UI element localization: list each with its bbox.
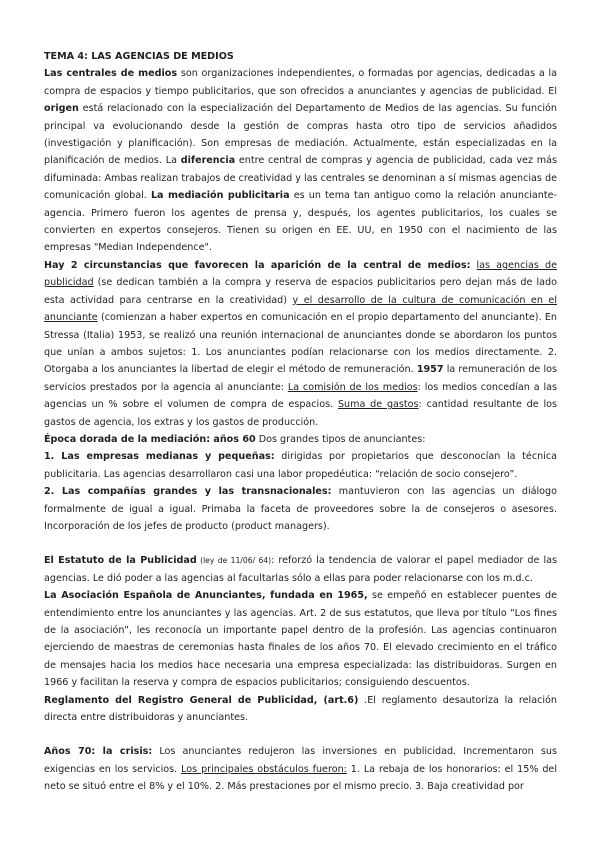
text: : cantidad resultante de los gastos de agencia, los extras y los gastos de producción.	[44, 399, 557, 428]
heading-reglamento: Reglamento del Registro General de Publicidad, (art.6)	[44, 694, 359, 706]
term-origen: origen	[44, 103, 79, 115]
paragraph-estatuto	[44, 552, 557, 587]
paragraph-reglamento	[44, 692, 557, 727]
text: .El reglamento desautoriza la relación directa entre distribuidoras y anunciantes.	[44, 694, 557, 724]
underline-suma-gastos: Suma de gastos	[337, 399, 419, 411]
underline-comision: La comisión de los medios	[287, 381, 418, 393]
paragraph-circunstancias	[44, 257, 557, 431]
paragraph-anos-70	[44, 743, 557, 795]
document-page	[44, 48, 557, 796]
heading-estatuto: El Estatuto de la Publicidad	[44, 555, 197, 567]
text: es un tema tan antiguo como la relación anunciante-agencia. Primero fueron los agentes de prensa y, después, los agentes publicitarios, los cuales se convierten en expertos consejeros. Tienen su origen en EE. UU, en 1950 con el nacimiento de las empresas "Median Independence".	[44, 190, 557, 254]
text: está relacionado con la especialización del Departamento de Medios de las agencias. Su función principal va evolucionando desde la gestión de compras hasta otro tipo de servicios añadidos (investigación y planificación). Son empresas de mediación. Actualmente, están especializadas en la planificación de medios. La	[44, 103, 557, 167]
heading-epoca-dorada: Época dorada de la mediación: años 60	[44, 433, 256, 445]
text: entre central de compras y agencia de publicidad, cada vez más difuminada: Ambas realizan trabajos de creatividad y las centrales se denominan a sí mismas agencias de comunicación global.	[44, 155, 557, 202]
text: mantuvieron con las agencias un diálogo formalmente de igual a igual. Primaba la faceta de proveedores sobre la de consejeros o asesores. Incorporación de los jefes de producto (product managers).	[44, 486, 557, 532]
spacer	[44, 535, 557, 552]
text: Dos grandes tipos de anunciantes:	[255, 433, 426, 445]
term-centrales: Las centrales de medios	[44, 68, 178, 80]
text: Los anunciantes redujeron las inversiones en publicidad. Incrementaron sus exigencias en los servicios.	[44, 746, 557, 775]
text: (comienzan a haber expertos en comunicación en el propio departamento del anunciante). En Stressa (Italia) 1953, se realizó una reunión internacional de anunciantes donde se abordaron los puntos que unían a ambos sujetos: 1. Los anunciantes podían relacionarse con los medios directamente. 2. Otorgaba a los anunciantes la libertad de elegir el método de remuneración.	[44, 312, 557, 376]
text: (se dedican también a la compra y reserva de espacios publicitarios pero dejan más de lado esta actividad para centrarse en la creatividad)	[44, 277, 557, 306]
paragraph-centrales-de-medios	[44, 65, 557, 256]
heading-circunstancias: Hay 2 circunstancias que favorecen la aparición de la central de medios:	[44, 259, 471, 271]
document-title: TEMA 4: LAS AGENCIAS DE MEDIOS	[44, 51, 234, 62]
heading-empresas-medianas: 1. Las empresas medianas y pequeñas:	[44, 451, 275, 463]
spacer	[44, 726, 557, 743]
term-diferencia: diferencia	[180, 155, 236, 167]
text: son organizaciones independientes, o formadas por agencias, dedicadas a la compra de espacios y tiempo publicitarios, que son ofrecidos a anunciantes y agencias de publicidad. El	[44, 68, 557, 97]
text: 1. La rebaja de los honorarios: el 15% del neto se situó entre el 8% y el 10%. 2. Más prestaciones por el mismo precio. 3. Baja creatividad por	[44, 763, 557, 793]
paragraph-companias-grandes	[44, 483, 557, 535]
underline-agencias: las agencias de publicidad	[44, 259, 557, 289]
law-reference: (ley de 11/06/ 64)	[196, 556, 272, 566]
underline-obstaculos: Los principales obstáculos fueron:	[181, 763, 347, 775]
paragraph-epoca-dorada	[44, 431, 557, 448]
text: dirigidas por propietarios que desconocían la técnica publicitaria. Las agencias desarrollaron casi una labor propedéutica: “relación de socio consejero”.	[44, 451, 557, 480]
text: se empeñó en establecer puentes de entendimiento entre los anunciantes y las agencias. Art. 2 de sus estatutos, que lleva por título “Los fines de la asociación”, les reconocía un importante papel dentro de la profesión. Las agencias continuaron ejerciendo de maestras de ceremonias hasta finales de los años 70. El elevado crecimiento en el tráfico de mensajes hacia los medios hace necesaria una empresa especializada: las distribuidoras. Surgen en 1966 y facilitan la reserva y compra de espacios publicitarios; consiguiendo descuentos.	[44, 590, 557, 689]
heading-asociacion: La Asociación Española de Anunciantes, fundada en 1965,	[44, 590, 368, 602]
underline-desarrollo: y el desarrollo de la cultura de comunicación en el anunciante	[44, 294, 557, 324]
term-1957: 1957	[416, 364, 444, 376]
paragraph-empresas-medianas	[44, 448, 557, 483]
text: : los medios concedían a las agencias un % sobre el volumen de compra de espacios.	[44, 381, 557, 411]
heading-companias-grandes: 2. Las compañías grandes y las transnacionales:	[44, 486, 332, 498]
text: : reforzó la tendencia de valorar el papel mediador de las agencias. Le dió poder a las agencias al facultarlas sólo a ellas para poder relacionarse con los m.d.c.	[44, 555, 557, 584]
text: la remuneración de los servicios prestados por la agencia al anunciante:	[44, 364, 557, 393]
heading-anos-70: Años 70: la crisis:	[44, 746, 153, 758]
paragraph-asociacion	[44, 587, 557, 691]
term-mediacion: La mediación publicitaria	[150, 190, 290, 202]
